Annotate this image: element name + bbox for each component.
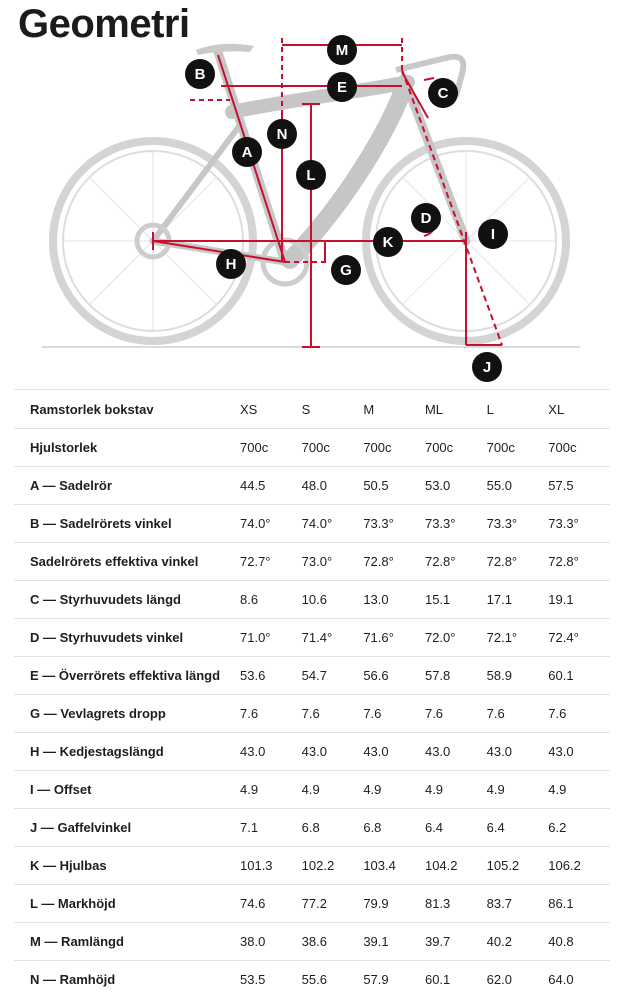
svg-text:J: J — [482, 359, 492, 376]
marker-b — [185, 59, 215, 89]
row-value: 17.1 — [487, 581, 549, 619]
row-value: 44.5 — [240, 467, 302, 505]
row-value: 55.6 — [302, 961, 364, 999]
marker-h — [216, 249, 246, 279]
svg-text:K: K — [382, 234, 394, 251]
row-value: 4.9 — [487, 771, 549, 809]
row-value: 13.0 — [363, 581, 425, 619]
header-label: Ramstorlek bokstav — [14, 390, 240, 429]
row-value: 10.6 — [302, 581, 364, 619]
row-value: 72.0° — [425, 619, 487, 657]
row-value: 6.8 — [302, 809, 364, 847]
row-value: 73.3° — [548, 505, 610, 543]
header-size: ML — [425, 390, 487, 429]
marker-e — [327, 72, 357, 102]
row-value: 81.3 — [425, 885, 487, 923]
row-label: N — Ramhöjd — [14, 961, 240, 999]
geometry-table — [14, 389, 610, 998]
row-value: 60.1 — [425, 961, 487, 999]
row-label: G — Vevlagrets dropp — [14, 695, 240, 733]
row-value: 53.0 — [425, 467, 487, 505]
row-label: C — Styrhuvudets längd — [14, 581, 240, 619]
marker-m — [327, 35, 357, 65]
row-value: 4.9 — [425, 771, 487, 809]
svg-text:M: M — [335, 42, 349, 59]
row-value: 73.3° — [425, 505, 487, 543]
row-value: 40.2 — [487, 923, 549, 961]
row-value: 83.7 — [487, 885, 549, 923]
marker-l — [296, 160, 326, 190]
page-title: Geometri — [18, 2, 190, 46]
marker-i — [478, 219, 508, 249]
row-value: 50.5 — [363, 467, 425, 505]
row-value: 4.9 — [548, 771, 610, 809]
marker-d — [411, 203, 441, 233]
table-row — [14, 467, 610, 505]
svg-text:A: A — [241, 144, 253, 161]
row-value: 700c — [487, 429, 549, 467]
table-row — [14, 581, 610, 619]
row-value: 39.1 — [363, 923, 425, 961]
marker-c — [428, 78, 458, 108]
row-value: 7.6 — [302, 695, 364, 733]
row-label: I — Offset — [14, 771, 240, 809]
row-value: 105.2 — [487, 847, 549, 885]
row-label: A — Sadelrör — [14, 467, 240, 505]
row-value: 55.0 — [487, 467, 549, 505]
row-value: 102.2 — [302, 847, 364, 885]
table-row — [14, 543, 610, 581]
bike-silhouette — [53, 44, 566, 341]
row-value: 48.0 — [302, 467, 364, 505]
row-value: 53.5 — [240, 961, 302, 999]
row-value: 700c — [548, 429, 610, 467]
row-value: 79.9 — [363, 885, 425, 923]
row-value: 73.3° — [363, 505, 425, 543]
row-value: 72.8° — [548, 543, 610, 581]
row-value: 74.6 — [240, 885, 302, 923]
bike-geometry-diagram — [0, 0, 623, 385]
row-value: 700c — [240, 429, 302, 467]
row-value: 72.1° — [487, 619, 549, 657]
header-size: L — [487, 390, 549, 429]
row-label: D — Styrhuvudets vinkel — [14, 619, 240, 657]
row-value: 19.1 — [548, 581, 610, 619]
row-value: 73.3° — [487, 505, 549, 543]
row-value: 7.6 — [548, 695, 610, 733]
row-value: 72.8° — [363, 543, 425, 581]
row-value: 43.0 — [240, 733, 302, 771]
row-value: 64.0 — [548, 961, 610, 999]
row-value: 4.9 — [240, 771, 302, 809]
row-label: Hjulstorlek — [14, 429, 240, 467]
row-value: 700c — [425, 429, 487, 467]
row-value: 54.7 — [302, 657, 364, 695]
row-value: 40.8 — [548, 923, 610, 961]
row-value: 7.1 — [240, 809, 302, 847]
row-value: 6.4 — [487, 809, 549, 847]
row-value: 700c — [363, 429, 425, 467]
row-value: 60.1 — [548, 657, 610, 695]
table-row — [14, 809, 610, 847]
row-value: 6.2 — [548, 809, 610, 847]
table-row — [14, 847, 610, 885]
row-label: H — Kedjestagslängd — [14, 733, 240, 771]
row-value: 56.6 — [363, 657, 425, 695]
row-value: 106.2 — [548, 847, 610, 885]
row-value: 4.9 — [363, 771, 425, 809]
table-row — [14, 923, 610, 961]
row-value: 103.4 — [363, 847, 425, 885]
table-row — [14, 429, 610, 467]
row-value: 57.5 — [548, 467, 610, 505]
row-value: 43.0 — [487, 733, 549, 771]
row-label: L — Markhöjd — [14, 885, 240, 923]
header-size: M — [363, 390, 425, 429]
row-value: 53.6 — [240, 657, 302, 695]
row-value: 62.0 — [487, 961, 549, 999]
row-value: 15.1 — [425, 581, 487, 619]
row-value: 71.0° — [240, 619, 302, 657]
svg-text:D: D — [420, 210, 432, 227]
svg-text:H: H — [225, 256, 237, 273]
table-row — [14, 885, 610, 923]
row-value: 43.0 — [425, 733, 487, 771]
row-label: K — Hjulbas — [14, 847, 240, 885]
row-value: 38.0 — [240, 923, 302, 961]
marker-g — [331, 255, 361, 285]
row-label: M — Ramlängd — [14, 923, 240, 961]
row-value: 6.4 — [425, 809, 487, 847]
marker-a — [232, 137, 262, 167]
row-label: B — Sadelrörets vinkel — [14, 505, 240, 543]
header-size: S — [302, 390, 364, 429]
svg-text:C: C — [437, 85, 449, 102]
svg-text:L: L — [306, 167, 316, 184]
table-header-row — [14, 390, 610, 429]
row-value: 7.6 — [363, 695, 425, 733]
row-value: 58.9 — [487, 657, 549, 695]
row-label: Sadelrörets effektiva vinkel — [14, 543, 240, 581]
marker-j — [472, 352, 502, 382]
row-value: 7.6 — [240, 695, 302, 733]
table-row — [14, 961, 610, 999]
row-value: 43.0 — [363, 733, 425, 771]
row-value: 74.0° — [240, 505, 302, 543]
row-value: 86.1 — [548, 885, 610, 923]
table-row — [14, 657, 610, 695]
row-value: 73.0° — [302, 543, 364, 581]
row-value: 39.7 — [425, 923, 487, 961]
row-value: 72.8° — [487, 543, 549, 581]
row-value: 104.2 — [425, 847, 487, 885]
row-value: 700c — [302, 429, 364, 467]
row-value: 57.8 — [425, 657, 487, 695]
svg-text:E: E — [336, 79, 348, 96]
row-value: 72.4° — [548, 619, 610, 657]
row-label: E — Överrörets effektiva längd — [14, 657, 240, 695]
row-value: 77.2 — [302, 885, 364, 923]
row-value: 72.8° — [425, 543, 487, 581]
table-row — [14, 695, 610, 733]
svg-text:G: G — [340, 262, 352, 279]
table-row — [14, 505, 610, 543]
svg-text:N: N — [276, 126, 288, 143]
row-value: 101.3 — [240, 847, 302, 885]
header-size: XS — [240, 390, 302, 429]
table-row — [14, 771, 610, 809]
svg-text:I: I — [490, 226, 496, 243]
row-value: 43.0 — [548, 733, 610, 771]
row-value: 71.4° — [302, 619, 364, 657]
row-value: 71.6° — [363, 619, 425, 657]
table-row — [14, 733, 610, 771]
row-value: 8.6 — [240, 581, 302, 619]
table-row — [14, 619, 610, 657]
row-value: 43.0 — [302, 733, 364, 771]
svg-text:B: B — [194, 66, 206, 83]
row-value: 38.6 — [302, 923, 364, 961]
header-size: XL — [548, 390, 610, 429]
row-value: 4.9 — [302, 771, 364, 809]
row-label: J — Gaffelvinkel — [14, 809, 240, 847]
row-value: 74.0° — [302, 505, 364, 543]
row-value: 6.8 — [363, 809, 425, 847]
row-value: 72.7° — [240, 543, 302, 581]
row-value: 57.9 — [363, 961, 425, 999]
row-value: 7.6 — [425, 695, 487, 733]
marker-k — [373, 227, 403, 257]
row-value: 7.6 — [487, 695, 549, 733]
marker-n — [267, 119, 297, 149]
